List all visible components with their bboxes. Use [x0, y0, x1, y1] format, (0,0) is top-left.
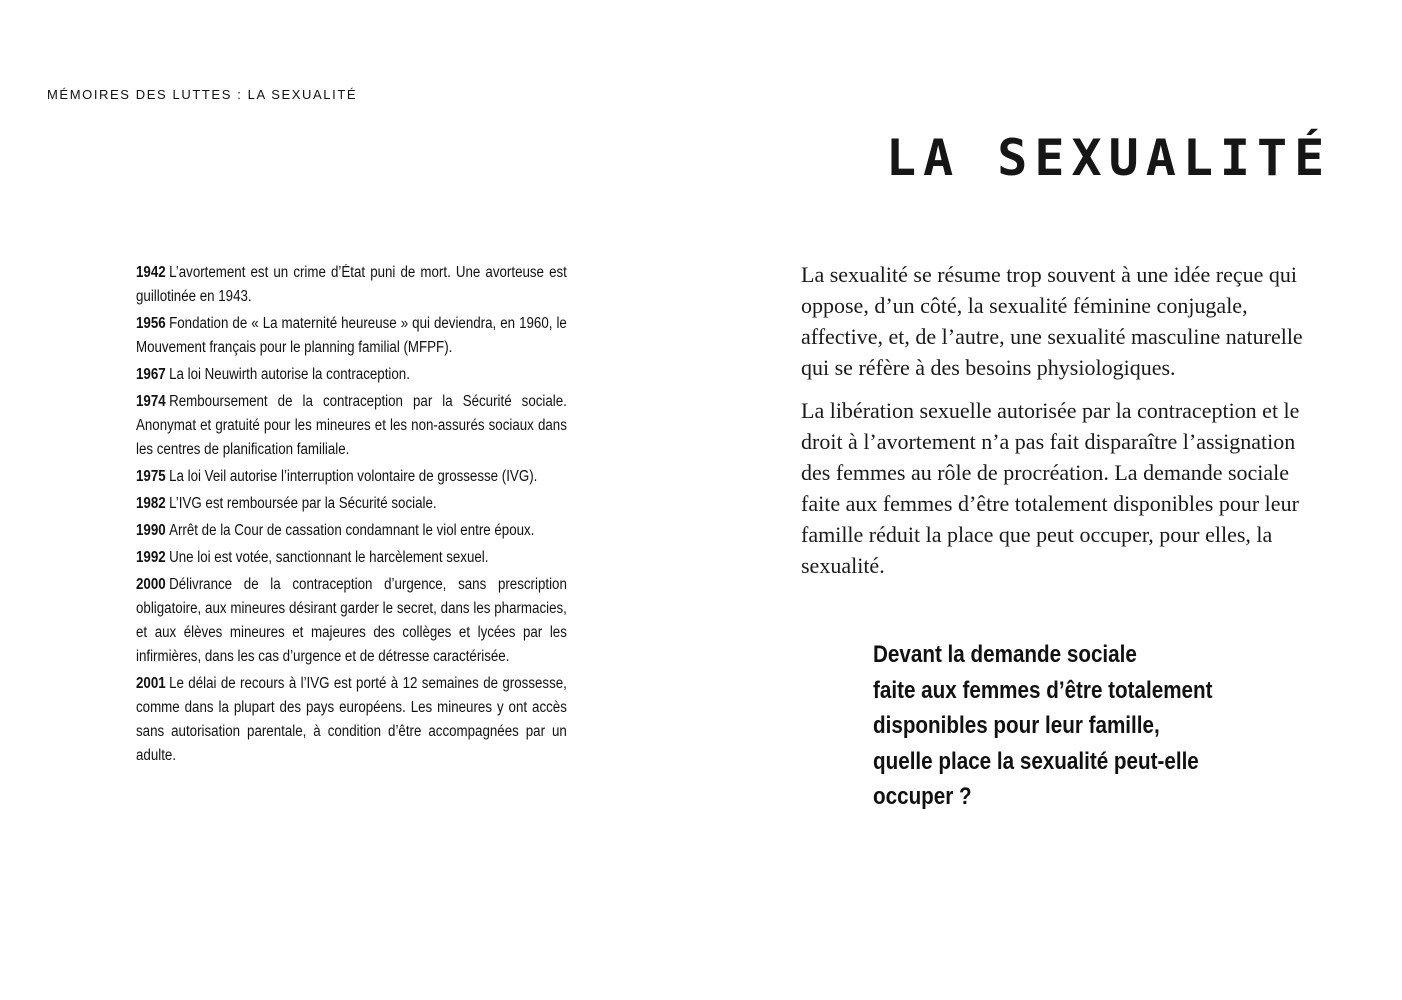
timeline-entry [136, 465, 567, 489]
timeline-text: Remboursement de la contraception par la Sécurité sociale. Anonymat et gratuité pour les mineures et les non-assurés sociaux dans les centres de planification familiale. [136, 393, 567, 458]
timeline-year: 1967 [136, 366, 166, 383]
timeline-text: La loi Veil autorise l’interruption volontaire de grossesse (IVG). [169, 468, 538, 485]
question-line: Devant la demande sociale [873, 641, 1137, 668]
timeline-year: 1982 [136, 495, 166, 512]
running-head: MÉMOIRES DES LUTTES : LA SEXUALITÉ [47, 87, 358, 102]
question-line: disponibles pour leur famille, [873, 712, 1160, 739]
timeline-entry [136, 672, 567, 768]
timeline-entry [136, 363, 567, 387]
timeline-text: Fondation de « La maternité heureuse » qui deviendra, en 1960, le Mouvement français pour le planning familial (MFPF). [136, 315, 567, 356]
intro-text [801, 259, 1321, 593]
timeline-entry [136, 492, 567, 516]
timeline-year: 1974 [136, 393, 166, 410]
question-line: occuper ? [873, 783, 972, 810]
timeline-entry [136, 546, 567, 570]
timeline-text: Une loi est votée, sanctionnant le harcèlement sexuel. [169, 549, 489, 566]
intro-paragraph: La sexualité se résume trop souvent à une idée reçue qui oppose, d’un côté, la sexualité féminine conjugale, affective, et, de l’autre, une sexualité masculine naturelle qui se réfère à des besoins physiologiques. [801, 262, 1303, 380]
timeline-year: 1956 [136, 315, 166, 332]
timeline-year: 2001 [136, 675, 166, 692]
timeline-text: Arrêt de la Cour de cassation condamnant le viol entre époux. [169, 522, 535, 539]
timeline-year: 1975 [136, 468, 166, 485]
timeline-year: 1990 [136, 522, 166, 539]
intro-paragraph: La libération sexuelle autorisée par la contraception et le droit à l’avortement n’a pas fait disparaître l’assignation des femmes au rôle de procréation. La demande sociale faite aux femmes d’être totalement disponibles pour leur famille réduit la place que peut occuper, pour elles, la sexualité. [801, 398, 1300, 578]
timeline-entry [136, 261, 567, 309]
timeline-entry [136, 312, 567, 360]
timeline [136, 261, 567, 771]
timeline-year: 2000 [136, 576, 166, 593]
timeline-entry [136, 390, 567, 462]
timeline-entry [136, 573, 567, 669]
timeline-year: 1992 [136, 549, 166, 566]
page-title: LA SEXUALITÉ [886, 129, 1332, 187]
question-line: quelle place la sexualité peut-elle [873, 747, 1199, 775]
timeline-text: Le délai de recours à l’IVG est porté à 12 semaines de grossesse, comme dans la plupart des pays européens. Les mineures y ont accès sans autorisation parentale, à condition d’être accompagnées par un adulte. [136, 675, 567, 764]
timeline-text: La loi Neuwirth autorise la contraception. [169, 366, 410, 383]
question-line: faite aux femmes d’être totalement [873, 676, 1213, 704]
timeline-text: L’avortement est un crime d’État puni de mort. Une avorteuse est guillotinée en 1943. [136, 264, 567, 305]
key-question [873, 637, 1234, 815]
timeline-entry [136, 519, 567, 543]
timeline-year: 1942 [136, 264, 166, 281]
timeline-text: L’IVG est remboursée par la Sécurité sociale. [169, 495, 437, 512]
timeline-text: Délivrance de la contraception d’urgence, sans prescription obligatoire, aux mineures désirant garder le secret, dans les pharmacies, et aux élèves mineures et majeures des collèges et lycées par les infirmières, dans les cas d’urgence et de détresse caractérisée. [136, 576, 567, 665]
